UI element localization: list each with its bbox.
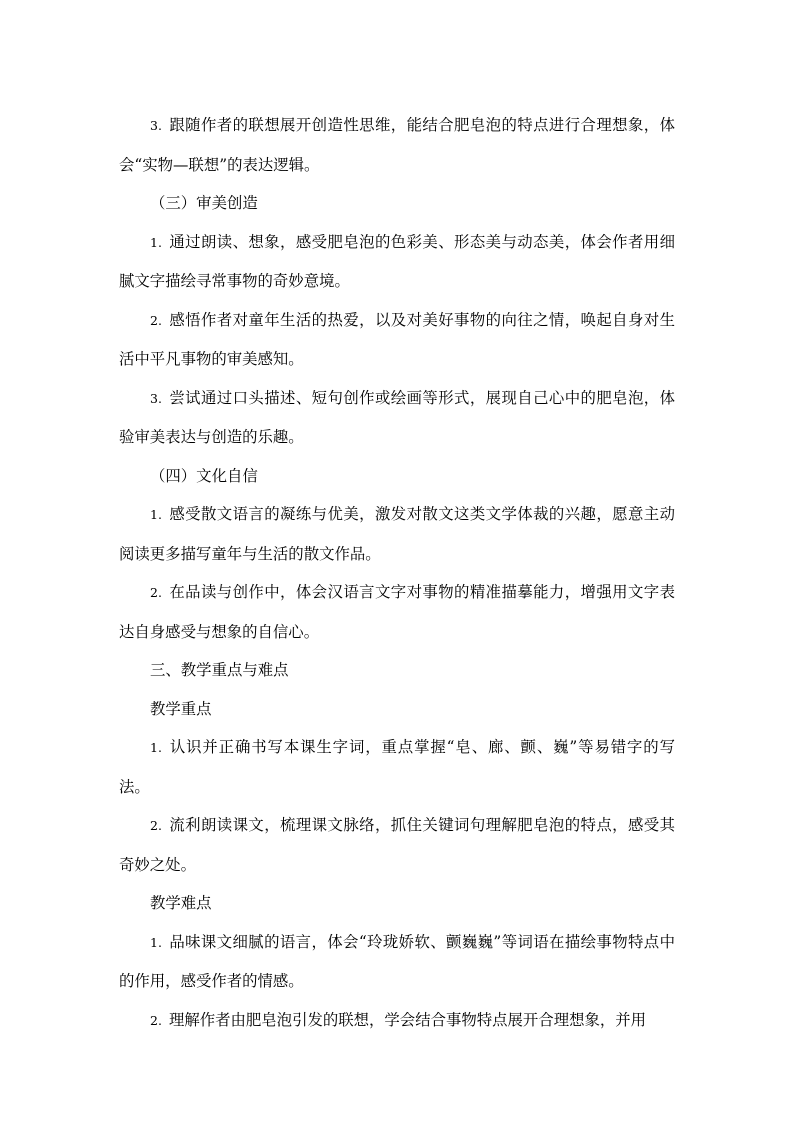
item-text: 感受散文语言的凝练与优美，激发对散文这类文学体裁的兴趣，愿意主动阅读更多描写童年与生活的散文作品。 bbox=[119, 505, 675, 563]
item-text: 品味课文细腻的语言，体会“玲珑娇软、颤巍巍”等词语在描绘事物特点中的作用，感受作者的情感。 bbox=[119, 932, 675, 990]
item-text: 流利朗读课文，梳理课文脉络，抓住关键词句理解肥皂泡的特点，感受其奇妙之处。 bbox=[119, 816, 675, 874]
item-number: 3. bbox=[150, 118, 162, 133]
paragraph-item bbox=[119, 223, 675, 301]
item-number: 2. bbox=[150, 312, 162, 328]
item-number: 1. bbox=[150, 934, 162, 950]
paragraph-item bbox=[119, 573, 675, 651]
item-text: 在品读与创作中，体会汉语言文字对事物的精准描摹能力，增强用文字表达自身感受与想象的自信心。 bbox=[119, 583, 675, 641]
paragraph-item bbox=[119, 379, 675, 457]
paragraph-item bbox=[119, 1001, 675, 1041]
item-number: 1. bbox=[150, 234, 162, 250]
item-text: 通过朗读、想象，感受肥皂泡的色彩美、形态美与动态美，体会作者用细腻文字描绘寻常事物的奇妙意境。 bbox=[119, 232, 675, 290]
paragraph-item bbox=[119, 923, 675, 1001]
subsection-heading-key-points: 教学重点 bbox=[150, 699, 212, 718]
section-heading: （三）审美创造 bbox=[150, 194, 258, 212]
item-text: 尝试通过口头描述、短句创作或绘画等形式，展现自己心中的肥皂泡，体验审美表达与创造的乐趣。 bbox=[119, 388, 675, 446]
item-text: 感悟作者对童年生活的热爱，以及对美好事物的向往之情，唤起自身对生活中平凡事物的审美感知。 bbox=[119, 310, 675, 368]
section-heading: （四）文化自信 bbox=[150, 466, 258, 485]
paragraph-item bbox=[119, 106, 675, 184]
item-number: 1. bbox=[150, 740, 162, 755]
item-text: 理解作者由肥皂泡引发的联想，学会结合事物特点展开合理想象，并用 bbox=[168, 1010, 647, 1029]
document-body bbox=[119, 106, 675, 1040]
item-number: 2. bbox=[150, 1012, 162, 1028]
item-text: 认识并正确书写本课生字词，重点掌握“皂、廊、颤、巍”等易错字的写法。 bbox=[119, 738, 675, 796]
paragraph-item bbox=[119, 495, 675, 573]
subsection-heading-difficulties: 教学难点 bbox=[150, 894, 212, 912]
item-number: 1. bbox=[150, 507, 162, 522]
item-number: 2. bbox=[150, 585, 162, 600]
item-number: 2. bbox=[150, 818, 162, 833]
paragraph-item bbox=[119, 728, 675, 806]
item-number: 3. bbox=[150, 390, 162, 406]
item-text: 跟随作者的联想展开创造性思维，能结合肥皂泡的特点进行合理想象，体会“实物—联想”的表达逻辑。 bbox=[119, 116, 675, 174]
chapter-heading: 三、教学重点与难点 bbox=[150, 661, 289, 679]
paragraph-item bbox=[119, 806, 675, 884]
paragraph-item bbox=[119, 301, 675, 379]
